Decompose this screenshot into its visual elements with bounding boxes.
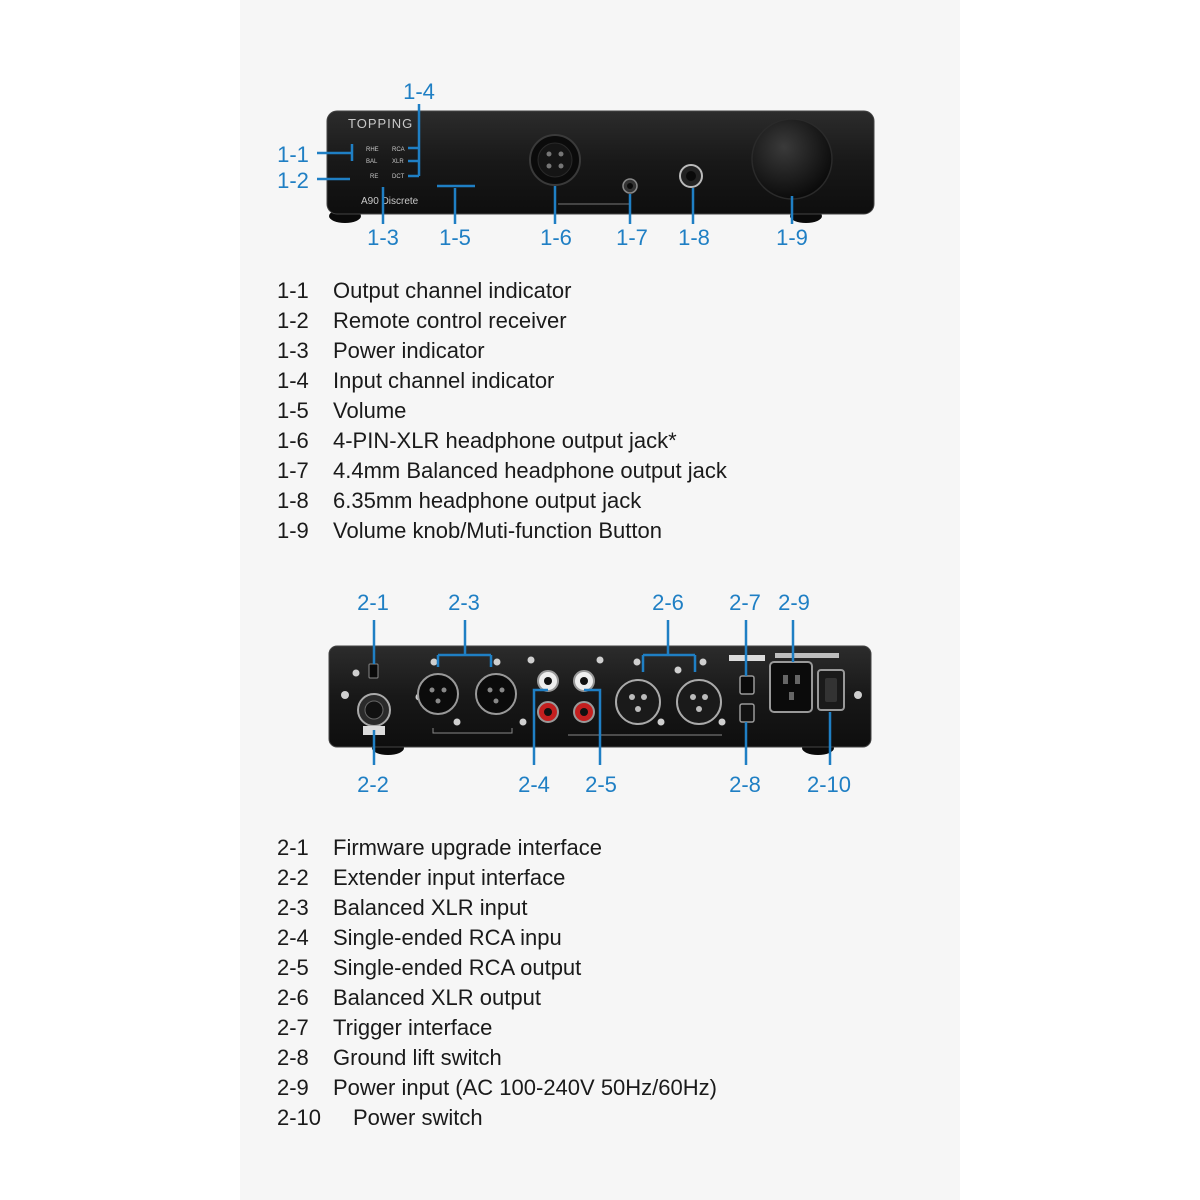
legend-item xyxy=(277,983,717,1013)
volume-knob xyxy=(752,119,832,199)
callout-2-7: 2-7 xyxy=(729,590,761,615)
legend-code: 2-4 xyxy=(277,925,309,950)
legend-code: 1-7 xyxy=(277,458,309,483)
legend-text: Power input (AC 100-240V 50Hz/60Hz) xyxy=(333,1075,717,1100)
legend-text: 4-PIN-XLR headphone output jack* xyxy=(333,428,677,453)
callout-1-7: 1-7 xyxy=(616,225,648,250)
legend-code: 2-5 xyxy=(277,955,309,980)
legend-text: Single-ended RCA inpu xyxy=(333,925,562,950)
callout-1-3: 1-3 xyxy=(367,225,399,250)
led-label: XLR xyxy=(392,159,404,165)
legend-item xyxy=(277,1073,717,1103)
led-label: RHE xyxy=(366,147,379,153)
legend-code: 2-1 xyxy=(277,835,309,860)
legend-code: 1-4 xyxy=(277,368,309,393)
legend-code: 1-1 xyxy=(277,278,309,303)
legend-text: Power switch xyxy=(353,1105,483,1130)
xlr-output-right xyxy=(677,680,721,724)
legend-code: 1-2 xyxy=(277,308,309,333)
legend-text: Remote control receiver xyxy=(333,308,567,333)
ground-lift-switch xyxy=(740,704,754,722)
balanced-4-4mm-jack xyxy=(623,179,637,193)
callout-1-6: 1-6 xyxy=(540,225,572,250)
legend-code: 1-9 xyxy=(277,518,309,543)
legend-code: 2-8 xyxy=(277,1045,309,1070)
legend-text: Balanced XLR output xyxy=(333,985,541,1010)
legend-code: 2-9 xyxy=(277,1075,309,1100)
trigger-port xyxy=(740,676,754,694)
legend-item xyxy=(277,923,717,953)
firmware-port xyxy=(369,664,378,678)
front-panel-legend xyxy=(277,276,727,546)
legend-item xyxy=(277,456,727,486)
legend-item xyxy=(277,833,717,863)
legend-item xyxy=(277,426,727,456)
legend-code: 2-10 xyxy=(277,1105,322,1130)
callout-2-3: 2-3 xyxy=(448,590,480,615)
xlr-headphone-jack xyxy=(530,135,580,185)
legend-code: 2-7 xyxy=(277,1015,309,1040)
xlr-output-left xyxy=(616,680,660,724)
legend-code: 1-8 xyxy=(277,488,309,513)
brand-logo: TOPPING xyxy=(348,116,414,131)
legend-code: 2-2 xyxy=(277,865,309,890)
power-switch xyxy=(818,670,844,710)
legend-text: 6.35mm headphone output jack xyxy=(333,488,642,513)
callout-2-8: 2-8 xyxy=(729,772,761,797)
legend-item xyxy=(277,336,727,366)
legend-text: Ground lift switch xyxy=(333,1045,502,1070)
legend-item xyxy=(277,953,717,983)
callout-1-8: 1-8 xyxy=(678,225,710,250)
power-inlet xyxy=(770,662,812,712)
legend-text: 4.4mm Balanced headphone output jack xyxy=(333,458,727,483)
callout-2-2: 2-2 xyxy=(357,772,389,797)
legend-code: 2-3 xyxy=(277,895,309,920)
callout-1-2: 1-2 xyxy=(277,168,309,193)
callout-1-9: 1-9 xyxy=(776,225,808,250)
callout-2-5: 2-5 xyxy=(585,772,617,797)
legend-text: Input channel indicator xyxy=(333,368,555,393)
legend-item xyxy=(277,863,717,893)
xlr-input-left xyxy=(418,674,458,714)
callout-1-4: 1-4 xyxy=(403,79,435,104)
callout-2-1: 2-1 xyxy=(357,590,389,615)
legend-item xyxy=(277,366,727,396)
legend-text: Output channel indicator xyxy=(333,278,572,303)
legend-text: Volume xyxy=(333,398,407,423)
legend-item xyxy=(277,276,727,306)
led-label: DCT xyxy=(392,174,405,180)
legend-item xyxy=(277,396,727,426)
callout-2-10: 2-10 xyxy=(806,772,852,797)
legend-item xyxy=(277,486,727,516)
legend-text: Power indicator xyxy=(333,338,485,363)
legend-text: Extender input interface xyxy=(333,865,566,890)
legend-text: Volume knob/Muti-function Button xyxy=(333,518,662,543)
legend-code: 1-6 xyxy=(277,428,309,453)
callout-2-4: 2-4 xyxy=(518,772,550,797)
callout-2-9: 2-9 xyxy=(778,590,810,615)
led-label: RCA xyxy=(392,147,405,153)
legend-item xyxy=(277,306,727,336)
led-label: BAL xyxy=(366,159,378,165)
xlr-input-right xyxy=(476,674,516,714)
legend-text: Balanced XLR input xyxy=(333,895,528,920)
legend-code: 1-3 xyxy=(277,338,309,363)
legend-item xyxy=(277,893,717,923)
legend-code: 1-5 xyxy=(277,398,309,423)
legend-text: Single-ended RCA output xyxy=(333,955,582,980)
callout-2-6: 2-6 xyxy=(652,590,684,615)
legend-item xyxy=(277,1043,717,1073)
legend-item xyxy=(277,516,727,546)
legend-text: Firmware upgrade interface xyxy=(333,835,603,860)
led-label: RE xyxy=(370,174,379,180)
headphone-6-35mm-jack xyxy=(680,165,702,187)
rear-panel-legend xyxy=(277,833,717,1133)
callout-1-5: 1-5 xyxy=(439,225,471,250)
model-name: A90 Discrete xyxy=(361,196,419,207)
callout-1-1: 1-1 xyxy=(277,142,309,167)
legend-item xyxy=(277,1013,717,1043)
legend-item xyxy=(277,1103,717,1133)
legend-text: Trigger interface xyxy=(333,1015,493,1040)
legend-code: 2-6 xyxy=(277,985,309,1010)
